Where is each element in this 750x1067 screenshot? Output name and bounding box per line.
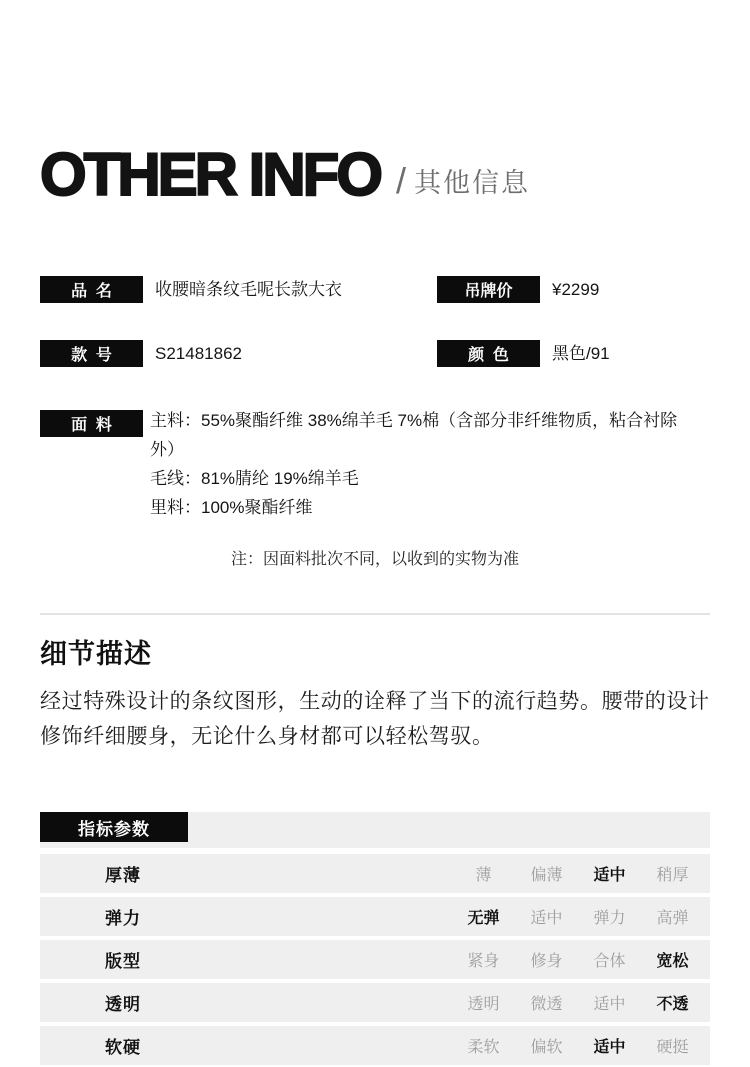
param-option: 稍厚 bbox=[656, 867, 689, 884]
fabric-line: 外） bbox=[150, 440, 184, 459]
color-label-badge bbox=[437, 340, 540, 367]
title-separator: / bbox=[396, 160, 407, 201]
fabric-composition bbox=[150, 406, 677, 522]
param-row-thickness bbox=[40, 854, 710, 893]
param-option: 适中 bbox=[593, 1039, 626, 1056]
params-header-band bbox=[40, 812, 710, 848]
param-row-transparency bbox=[40, 983, 710, 1022]
detail-description-heading: 细节描述 bbox=[40, 639, 152, 669]
page-title-en: OTHER INFO bbox=[40, 141, 380, 208]
params-heading-badge: 指标参数 bbox=[40, 812, 188, 842]
param-option: 高弹 bbox=[656, 910, 689, 927]
section-divider bbox=[40, 613, 710, 615]
product-name-value: 收腰暗条纹毛呢长款大衣 bbox=[155, 280, 342, 299]
param-option: 柔软 bbox=[467, 1039, 500, 1056]
param-option: 微透 bbox=[530, 996, 563, 1013]
fabric-line: 毛线：81%腈纶 19%绵羊毛 bbox=[150, 469, 359, 488]
detail-description-text bbox=[40, 684, 720, 754]
param-option: 适中 bbox=[593, 996, 626, 1013]
param-option: 适中 bbox=[530, 910, 563, 927]
param-label: 厚薄 bbox=[105, 866, 141, 885]
fabric-batch-note: 注：因面料批次不同，以收到的实物为准 bbox=[230, 551, 519, 568]
param-option: 不透 bbox=[656, 996, 689, 1013]
tag-price-label: 吊牌价 bbox=[464, 283, 513, 300]
product-name-label-badge bbox=[40, 276, 143, 303]
param-option: 紧身 bbox=[467, 953, 500, 970]
param-option: 适中 bbox=[593, 867, 626, 884]
param-option: 宽松 bbox=[656, 953, 689, 970]
style-number-label-badge bbox=[40, 340, 143, 367]
param-label: 透明 bbox=[105, 995, 141, 1014]
color-value: 黑色/91 bbox=[552, 344, 610, 363]
param-options bbox=[452, 983, 704, 1022]
fabric-line: 里料：100%聚酯纤维 bbox=[150, 498, 313, 517]
style-number-value: S21481862 bbox=[155, 344, 242, 363]
fabric-label-badge bbox=[40, 410, 143, 437]
param-row-fit bbox=[40, 940, 710, 979]
param-option: 硬挺 bbox=[656, 1039, 689, 1056]
page-title-zh: 其他信息 bbox=[414, 168, 531, 198]
param-options bbox=[452, 897, 704, 936]
param-label: 软硬 bbox=[105, 1038, 141, 1057]
tag-price-label-badge bbox=[437, 276, 540, 303]
detail-description-line: 经过特殊设计的条纹图形，生动的诠释了当下的流行趋势。腰带的设计 bbox=[40, 690, 710, 713]
color-label: 颜色 bbox=[468, 347, 518, 364]
param-row-elasticity bbox=[40, 897, 710, 936]
param-option: 弹力 bbox=[593, 910, 626, 927]
param-option: 薄 bbox=[475, 867, 492, 884]
tag-price-value: ¥2299 bbox=[552, 280, 600, 299]
fabric-label: 面料 bbox=[71, 417, 121, 434]
param-options bbox=[452, 940, 704, 979]
param-option: 修身 bbox=[530, 953, 563, 970]
param-options bbox=[452, 854, 704, 893]
param-row-softness bbox=[40, 1026, 710, 1065]
param-label: 版型 bbox=[105, 952, 141, 971]
detail-description-line: 修饰纤细腰身，无论什么身材都可以轻松驾驭。 bbox=[40, 725, 494, 748]
param-option: 偏软 bbox=[530, 1039, 563, 1056]
param-option: 透明 bbox=[467, 996, 500, 1013]
param-option: 无弹 bbox=[467, 910, 500, 927]
param-option: 偏薄 bbox=[530, 867, 563, 884]
product-name-label: 品名 bbox=[71, 283, 121, 300]
fabric-line: 主料：55%聚酯纤维 38%绵羊毛 7%棉（含部分非纤维物质，粘合衬除 bbox=[150, 411, 678, 430]
param-option: 合体 bbox=[593, 953, 626, 970]
param-options bbox=[452, 1026, 704, 1065]
param-label: 弹力 bbox=[105, 909, 141, 928]
page-header bbox=[40, 141, 531, 208]
style-number-label: 款号 bbox=[71, 347, 121, 364]
